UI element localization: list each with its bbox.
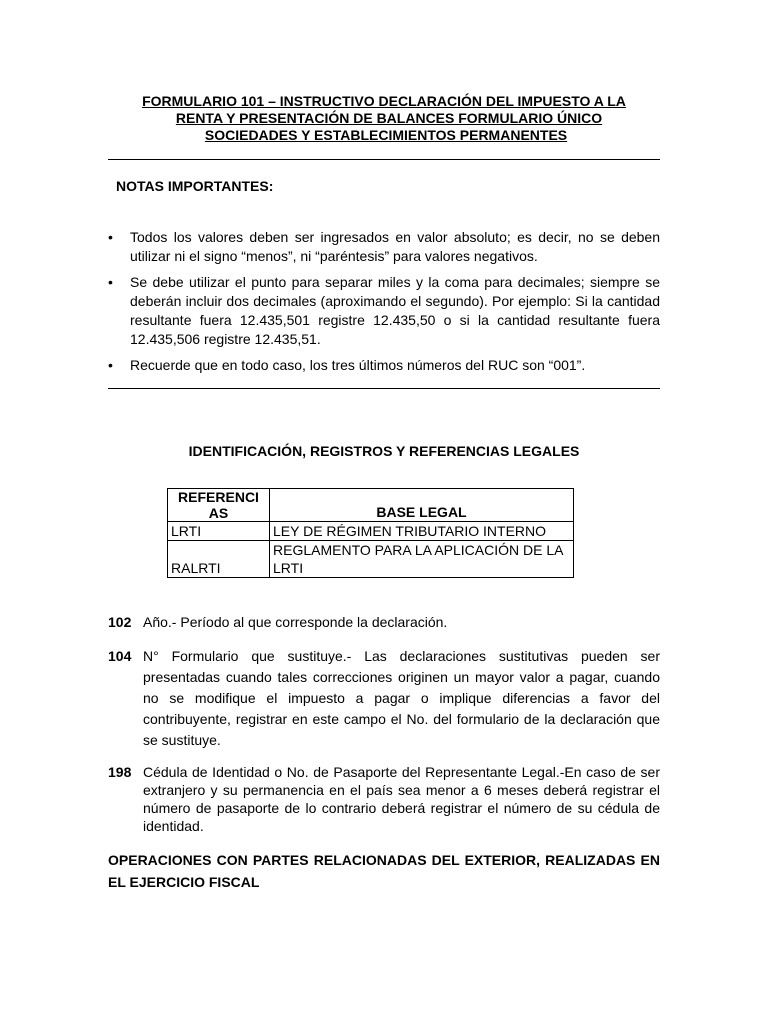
field-description: Cédula de Identidad o No. de Pasaporte del Representante Legal.-En caso de ser extranjero y su permanencia en el país sea menor a 6 meses deberá registrar el número de pasaporte de lo contrario deberá registrar el número de su cédula de identidad.: [143, 764, 660, 834]
header-legal-base: BASE LEGAL: [270, 489, 574, 522]
note-item: • Todos los valores deben ser ingresados en valor absoluto; es decir, no se deben utilizar ni el signo “menos”, ni “paréntesis” para valores negativos.: [106, 228, 660, 266]
legal-references-table: [167, 488, 574, 578]
cell-base: LEY DE RÉGIMEN TRIBUTARIO INTERNO: [270, 522, 574, 541]
field-104: [108, 646, 660, 751]
table-header-row: [168, 489, 574, 522]
notes-heading: NOTAS IMPORTANTES:: [116, 178, 274, 194]
field-description: N° Formulario que sustituye.- Las declaraciones sustitutivas pueden ser presentadas cuando tales correcciones originen un mayor valor a pagar, cuando no se modifique el impuesto a pagar o implique diferencias a favor del contribuyente, registrar en este campo el No. del formulario de la declaración que se sustituye.: [143, 648, 660, 748]
note-item: • Recuerde que en todo caso, los tres últimos números del RUC son “001”.: [106, 356, 660, 375]
operations-heading: OPERACIONES CON PARTES RELACIONADAS DEL EXTERIOR, REALIZADAS EN EL EJERCICIO FISCAL: [108, 852, 660, 890]
field-102: [108, 612, 660, 633]
title-line-2: RENTA Y PRESENTACIÓN DE BALANCES FORMULARIO ÚNICO: [175, 110, 603, 126]
title-line-3: SOCIEDADES Y ESTABLECIMIENTOS PERMANENTES: [204, 127, 568, 143]
field-number: 104: [108, 648, 132, 664]
field-198: [108, 763, 660, 835]
cell-ref: RALRTI: [168, 541, 270, 578]
field-number: 198: [108, 764, 132, 780]
notes-list: [106, 228, 660, 382]
field-description: Año.- Período al que corresponde la declaración.: [143, 614, 448, 630]
section-heading: IDENTIFICACIÓN, REGISTROS Y REFERENCIAS LEGALES: [188, 443, 580, 459]
table-row: [168, 541, 574, 578]
horizontal-rule-top: [108, 159, 660, 160]
note-item: • Se debe utilizar el punto para separar miles y la coma para decimales; siempre se deberán incluir dos decimales (aproximando el segundo). Por ejemplo: Si la cantidad resultante fuera 12.435,501 registre 12.435,50 o si la cantidad resultante fuera 12.435,506 registre 12.435,51.: [106, 273, 660, 349]
table-row: [168, 522, 574, 541]
document-title: [108, 93, 660, 144]
horizontal-rule-notes-end: [108, 388, 660, 389]
title-line-1: FORMULARIO 101 – INSTRUCTIVO DECLARACIÓN DEL IMPUESTO A LA: [142, 93, 626, 109]
cell-base: REGLAMENTO PARA LA APLICACIÓN DE LA LRTI: [270, 541, 574, 578]
cell-ref: LRTI: [168, 522, 270, 541]
field-number: 102: [108, 614, 132, 630]
header-references: REFERENCIAS: [168, 489, 270, 522]
